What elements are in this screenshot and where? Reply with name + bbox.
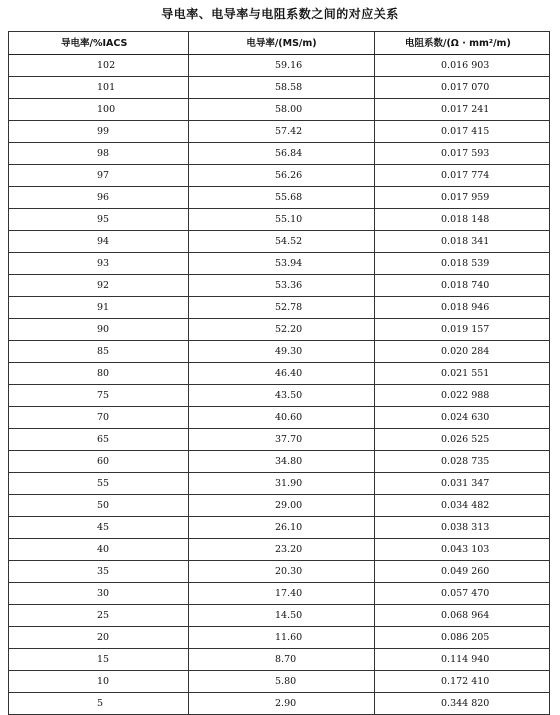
cell-resistivity: 0.043 103 xyxy=(375,539,550,561)
cell-iacs: 97 xyxy=(9,165,189,187)
cell-resistivity: 0.020 284 xyxy=(375,341,550,363)
cell-iacs: 92 xyxy=(9,275,189,297)
cell-resistivity: 0.017 774 xyxy=(375,165,550,187)
table-row xyxy=(9,385,550,407)
cell-iacs: 40 xyxy=(9,539,189,561)
cell-iacs: 15 xyxy=(9,649,189,671)
table-row xyxy=(9,363,550,385)
cell-resistivity: 0.038 313 xyxy=(375,517,550,539)
cell-resistivity: 0.018 740 xyxy=(375,275,550,297)
table-row xyxy=(9,649,550,671)
cell-iacs: 30 xyxy=(9,583,189,605)
cell-conductivity: 55.10 xyxy=(189,209,375,231)
cell-iacs: 5 xyxy=(9,693,189,715)
cell-resistivity: 0.017 241 xyxy=(375,99,550,121)
table-row xyxy=(9,77,550,99)
cell-conductivity: 52.20 xyxy=(189,319,375,341)
cell-conductivity: 34.80 xyxy=(189,451,375,473)
cell-iacs: 25 xyxy=(9,605,189,627)
cell-conductivity: 54.52 xyxy=(189,231,375,253)
table-row xyxy=(9,231,550,253)
cell-iacs: 94 xyxy=(9,231,189,253)
cell-conductivity: 14.50 xyxy=(189,605,375,627)
table-row xyxy=(9,495,550,517)
cell-conductivity: 8.70 xyxy=(189,649,375,671)
cell-resistivity: 0.086 205 xyxy=(375,627,550,649)
table-row xyxy=(9,451,550,473)
header-resistivity: 电阻系数/(Ω · mm²/m) xyxy=(375,32,550,55)
cell-conductivity: 46.40 xyxy=(189,363,375,385)
table-row xyxy=(9,473,550,495)
cell-conductivity: 31.90 xyxy=(189,473,375,495)
conductivity-table xyxy=(8,31,550,715)
cell-conductivity: 56.26 xyxy=(189,165,375,187)
cell-iacs: 35 xyxy=(9,561,189,583)
cell-resistivity: 0.021 551 xyxy=(375,363,550,385)
cell-resistivity: 0.057 470 xyxy=(375,583,550,605)
table-row xyxy=(9,341,550,363)
cell-resistivity: 0.018 946 xyxy=(375,297,550,319)
table-row xyxy=(9,275,550,297)
table-row xyxy=(9,693,550,715)
cell-conductivity: 58.58 xyxy=(189,77,375,99)
cell-iacs: 55 xyxy=(9,473,189,495)
cell-resistivity: 0.031 347 xyxy=(375,473,550,495)
cell-conductivity: 17.40 xyxy=(189,583,375,605)
cell-iacs: 65 xyxy=(9,429,189,451)
cell-resistivity: 0.017 070 xyxy=(375,77,550,99)
cell-resistivity: 0.022 988 xyxy=(375,385,550,407)
table-row xyxy=(9,253,550,275)
cell-conductivity: 52.78 xyxy=(189,297,375,319)
header-iacs: 导电率/%IACS xyxy=(9,32,189,55)
cell-iacs: 50 xyxy=(9,495,189,517)
cell-iacs: 80 xyxy=(9,363,189,385)
cell-iacs: 100 xyxy=(9,99,189,121)
cell-iacs: 95 xyxy=(9,209,189,231)
cell-iacs: 90 xyxy=(9,319,189,341)
table-row xyxy=(9,561,550,583)
cell-resistivity: 0.049 260 xyxy=(375,561,550,583)
cell-conductivity: 56.84 xyxy=(189,143,375,165)
cell-resistivity: 0.017 959 xyxy=(375,187,550,209)
table-row xyxy=(9,55,550,77)
cell-iacs: 70 xyxy=(9,407,189,429)
table-row xyxy=(9,319,550,341)
table-row xyxy=(9,297,550,319)
cell-resistivity: 0.019 157 xyxy=(375,319,550,341)
cell-iacs: 60 xyxy=(9,451,189,473)
cell-iacs: 101 xyxy=(9,77,189,99)
cell-iacs: 93 xyxy=(9,253,189,275)
cell-resistivity: 0.034 482 xyxy=(375,495,550,517)
cell-conductivity: 23.20 xyxy=(189,539,375,561)
table-row xyxy=(9,583,550,605)
cell-iacs: 85 xyxy=(9,341,189,363)
table-row xyxy=(9,121,550,143)
cell-conductivity: 59.16 xyxy=(189,55,375,77)
cell-resistivity: 0.028 735 xyxy=(375,451,550,473)
cell-iacs: 98 xyxy=(9,143,189,165)
cell-conductivity: 58.00 xyxy=(189,99,375,121)
cell-conductivity: 11.60 xyxy=(189,627,375,649)
cell-conductivity: 26.10 xyxy=(189,517,375,539)
cell-iacs: 102 xyxy=(9,55,189,77)
cell-iacs: 10 xyxy=(9,671,189,693)
cell-conductivity: 5.80 xyxy=(189,671,375,693)
cell-iacs: 75 xyxy=(9,385,189,407)
table-row xyxy=(9,143,550,165)
cell-resistivity: 0.017 593 xyxy=(375,143,550,165)
header-conductivity: 电导率/(MS/m) xyxy=(189,32,375,55)
cell-resistivity: 0.024 630 xyxy=(375,407,550,429)
cell-conductivity: 53.36 xyxy=(189,275,375,297)
table-row xyxy=(9,407,550,429)
cell-resistivity: 0.114 940 xyxy=(375,649,550,671)
table-body xyxy=(9,55,550,715)
cell-conductivity: 53.94 xyxy=(189,253,375,275)
cell-conductivity: 29.00 xyxy=(189,495,375,517)
cell-iacs: 20 xyxy=(9,627,189,649)
cell-resistivity: 0.018 341 xyxy=(375,231,550,253)
table-row xyxy=(9,671,550,693)
cell-conductivity: 49.30 xyxy=(189,341,375,363)
cell-resistivity: 0.018 539 xyxy=(375,253,550,275)
table-row xyxy=(9,627,550,649)
table-row xyxy=(9,187,550,209)
cell-iacs: 96 xyxy=(9,187,189,209)
table-row xyxy=(9,517,550,539)
cell-conductivity: 40.60 xyxy=(189,407,375,429)
cell-conductivity: 57.42 xyxy=(189,121,375,143)
cell-resistivity: 0.016 903 xyxy=(375,55,550,77)
cell-resistivity: 0.172 410 xyxy=(375,671,550,693)
cell-conductivity: 55.68 xyxy=(189,187,375,209)
table-row xyxy=(9,209,550,231)
table-row xyxy=(9,99,550,121)
table-row xyxy=(9,429,550,451)
cell-conductivity: 37.70 xyxy=(189,429,375,451)
table-row xyxy=(9,165,550,187)
cell-iacs: 91 xyxy=(9,297,189,319)
cell-iacs: 99 xyxy=(9,121,189,143)
cell-iacs: 45 xyxy=(9,517,189,539)
cell-resistivity: 0.026 525 xyxy=(375,429,550,451)
table-row xyxy=(9,539,550,561)
cell-conductivity: 43.50 xyxy=(189,385,375,407)
table-row xyxy=(9,605,550,627)
cell-resistivity: 0.344 820 xyxy=(375,693,550,715)
cell-resistivity: 0.017 415 xyxy=(375,121,550,143)
table-title: 导电率、电导率与电阻系数之间的对应关系 xyxy=(161,7,399,21)
cell-conductivity: 20.30 xyxy=(189,561,375,583)
cell-resistivity: 0.018 148 xyxy=(375,209,550,231)
cell-resistivity: 0.068 964 xyxy=(375,605,550,627)
cell-conductivity: 2.90 xyxy=(189,693,375,715)
header-row xyxy=(9,32,550,55)
